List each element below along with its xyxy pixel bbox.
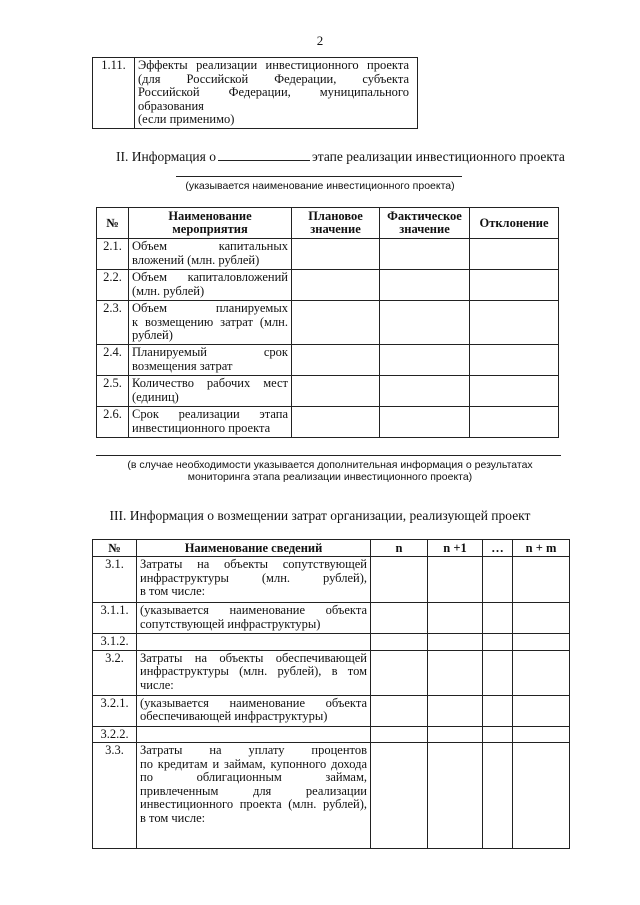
table-row bbox=[93, 603, 570, 634]
text-line: образования bbox=[138, 98, 204, 113]
text-line: сопутствующей инфраструктуры) bbox=[140, 616, 321, 631]
row-number: 2.2. bbox=[97, 270, 129, 301]
row-text bbox=[129, 270, 292, 301]
page-number: 2 bbox=[316, 33, 324, 48]
cell-deviation bbox=[470, 407, 559, 438]
cell-nm bbox=[513, 603, 570, 634]
row-number: 2.3. bbox=[97, 301, 129, 345]
row-number: 3.1. bbox=[93, 557, 137, 603]
col-header-name: Наименование мероприятия bbox=[129, 208, 292, 239]
cell-actual bbox=[380, 270, 470, 301]
cell-actual bbox=[380, 376, 470, 407]
col-header-num: № bbox=[93, 540, 137, 557]
cell-deviation bbox=[470, 301, 559, 345]
cell-planned bbox=[292, 239, 380, 270]
text-line: Эффекты реализации инвестиционного проекта bbox=[138, 58, 409, 72]
col-header-num: № bbox=[97, 208, 129, 239]
text-line: инвестиционного проекта (млн. рублей), bbox=[140, 797, 367, 811]
table-row bbox=[97, 270, 559, 301]
cell-dots bbox=[483, 726, 513, 743]
text-line: Российской Федерации, муниципального bbox=[138, 85, 409, 99]
stage-blank-line bbox=[218, 149, 310, 161]
row-number: 3.2.1. bbox=[93, 695, 137, 726]
project-name-caption: (указывается наименование инвестиционного проекта) bbox=[185, 180, 455, 192]
row-text bbox=[135, 58, 418, 129]
table-row bbox=[93, 634, 570, 651]
cell-nm bbox=[513, 743, 570, 849]
text-line: возмещения затрат bbox=[132, 358, 233, 373]
table-row bbox=[93, 726, 570, 743]
row-text bbox=[137, 634, 371, 651]
cell-deviation bbox=[470, 270, 559, 301]
cell-n1 bbox=[428, 743, 483, 849]
text-line: Объем планируемых bbox=[132, 301, 288, 315]
section2-prefix: II. Информация о bbox=[116, 149, 216, 164]
col-header-nm: n + m bbox=[513, 540, 570, 557]
text-line: Затраты на уплату процентов bbox=[140, 743, 367, 757]
additional-info-caption: (в случае необходимости указывается дополнительная информация о результатах мониторинга этапа реализации инвестиционного проекта) bbox=[127, 459, 533, 483]
text-line: (для Российской Федерации, субъекта bbox=[138, 71, 409, 86]
row-text bbox=[129, 239, 292, 270]
text-line: Затраты на объекты сопутствующей bbox=[140, 557, 367, 571]
text-line: Затраты на объекты обеспечивающей bbox=[140, 650, 367, 665]
cell-dots bbox=[483, 557, 513, 603]
cell-nm bbox=[513, 726, 570, 743]
row-text bbox=[137, 557, 371, 603]
cell-n bbox=[371, 726, 428, 743]
text-line: (если применимо) bbox=[138, 112, 235, 126]
cell-n1 bbox=[428, 650, 483, 695]
text-line: инвестиционного проекта bbox=[132, 420, 271, 435]
cell-n bbox=[371, 695, 428, 726]
row-text bbox=[129, 301, 292, 345]
row-text bbox=[137, 726, 371, 743]
text-line: инфраструктуры (млн. рублей), bbox=[140, 570, 367, 585]
table-row bbox=[97, 407, 559, 438]
col-header-planned: Плановое значение bbox=[292, 208, 380, 239]
text-line: числе: bbox=[140, 677, 174, 692]
text-line: в том числе: bbox=[140, 810, 206, 825]
table-row bbox=[93, 695, 570, 726]
text-line: Планируемый срок bbox=[132, 345, 288, 359]
project-name-line bbox=[176, 176, 462, 177]
cell-n1 bbox=[428, 603, 483, 634]
row-text bbox=[137, 650, 371, 695]
additional-info-line bbox=[96, 455, 561, 456]
cell-planned bbox=[292, 345, 380, 376]
text-line: Объем капиталовложений bbox=[132, 270, 288, 284]
cell-deviation bbox=[470, 376, 559, 407]
cell-dots bbox=[483, 650, 513, 695]
row-number: 2.5. bbox=[97, 376, 129, 407]
text-line: Объем капитальных bbox=[132, 239, 288, 253]
cell-dots bbox=[483, 634, 513, 651]
cell-n1 bbox=[428, 695, 483, 726]
row-text bbox=[129, 345, 292, 376]
text-line: (единиц) bbox=[132, 389, 179, 404]
table-row bbox=[97, 239, 559, 270]
row-text bbox=[129, 376, 292, 407]
col-header-dots: … bbox=[483, 540, 513, 557]
text-line: (указывается наименование объекта bbox=[140, 603, 367, 617]
cell-actual bbox=[380, 239, 470, 270]
text-line: в том числе: bbox=[140, 584, 206, 598]
cell-planned bbox=[292, 270, 380, 301]
table-costs bbox=[92, 539, 570, 849]
row-number: 3.1.2. bbox=[93, 634, 137, 651]
text-line: (указывается наименование объекта bbox=[140, 695, 367, 710]
table-row bbox=[97, 345, 559, 376]
row-number: 2.6. bbox=[97, 407, 129, 438]
row-number: 3.3. bbox=[93, 743, 137, 849]
row-number: 3.1.1. bbox=[93, 603, 137, 634]
cell-n bbox=[371, 557, 428, 603]
cell-n bbox=[371, 743, 428, 849]
text-line: вложений (млн. рублей) bbox=[132, 252, 260, 267]
table-header-row bbox=[97, 208, 559, 239]
text-line: по облигационным займам, bbox=[140, 770, 367, 784]
col-header-name: Наименование сведений bbox=[137, 540, 371, 557]
col-header-n1: n +1 bbox=[428, 540, 483, 557]
row-number: 2.1. bbox=[97, 239, 129, 270]
cell-actual bbox=[380, 345, 470, 376]
cell-n bbox=[371, 650, 428, 695]
cell-n1 bbox=[428, 557, 483, 603]
cell-deviation bbox=[470, 345, 559, 376]
col-header-actual: Фактическое значение bbox=[380, 208, 470, 239]
text-line: (млн. рублей) bbox=[132, 283, 205, 298]
cell-planned bbox=[292, 301, 380, 345]
col-header-n: n bbox=[371, 540, 428, 557]
cell-n1 bbox=[428, 634, 483, 651]
row-number: 1.11. bbox=[93, 58, 135, 129]
text-line: привлеченным для реализации bbox=[140, 783, 367, 798]
table-row bbox=[97, 301, 559, 345]
cell-n bbox=[371, 634, 428, 651]
table-row bbox=[93, 650, 570, 695]
section2-suffix: этапе реализации инвестиционного проекта bbox=[311, 149, 565, 164]
cell-n1 bbox=[428, 726, 483, 743]
section3-heading: III. Информация о возмещении затрат организации, реализующей проект bbox=[109, 508, 531, 523]
cell-planned bbox=[292, 407, 380, 438]
table-stage bbox=[96, 207, 559, 438]
section2-heading bbox=[116, 149, 565, 165]
cell-dots bbox=[483, 743, 513, 849]
row-text bbox=[137, 603, 371, 634]
text-line: рублей) bbox=[132, 328, 173, 342]
table-row bbox=[93, 557, 570, 603]
row-text bbox=[129, 407, 292, 438]
text-line: Срок реализации этапа bbox=[132, 407, 288, 421]
text-line: инфраструктуры (млн. рублей), в том bbox=[140, 664, 367, 678]
cell-dots bbox=[483, 603, 513, 634]
text-line: к возмещению затрат (млн. bbox=[132, 314, 288, 329]
cell-nm bbox=[513, 557, 570, 603]
cell-actual bbox=[380, 301, 470, 345]
table-effects bbox=[92, 57, 418, 129]
cell-nm bbox=[513, 634, 570, 651]
cell-planned bbox=[292, 376, 380, 407]
table-row bbox=[93, 743, 570, 849]
table-row bbox=[97, 376, 559, 407]
row-text bbox=[137, 743, 371, 849]
col-header-deviation: Отклонение bbox=[470, 208, 559, 239]
table-header-row bbox=[93, 540, 570, 557]
text-line: по кредитам и займам, купонного дохода bbox=[140, 756, 367, 771]
row-text bbox=[137, 695, 371, 726]
cell-nm bbox=[513, 650, 570, 695]
row-number: 2.4. bbox=[97, 345, 129, 376]
row-number: 3.2.2. bbox=[93, 726, 137, 743]
cell-n bbox=[371, 603, 428, 634]
cell-actual bbox=[380, 407, 470, 438]
row-number: 3.2. bbox=[93, 650, 137, 695]
text-line: обеспечивающей инфраструктуры) bbox=[140, 709, 328, 723]
cell-dots bbox=[483, 695, 513, 726]
table-row bbox=[93, 58, 418, 129]
cell-deviation bbox=[470, 239, 559, 270]
cell-nm bbox=[513, 695, 570, 726]
text-line: Количество рабочих мест bbox=[132, 376, 288, 390]
